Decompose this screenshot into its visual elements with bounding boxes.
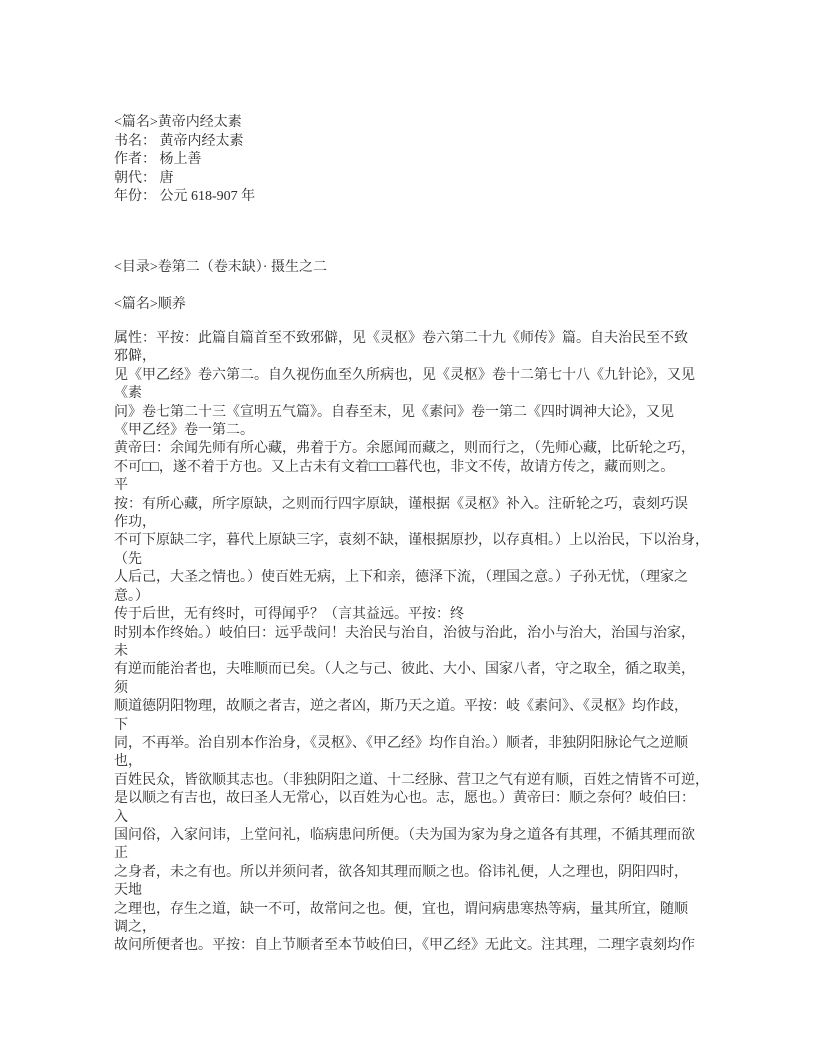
body-line: 国问俗，入家问讳，上堂问礼，临病患问所便。（夫为国为家为身之道各有其理，不循其理而欲 <box>114 827 695 843</box>
body-line: 有逆而能治者也，夫唯顺而已矣。（人之与己、彼此、大小、国家八者，守之取全，循之取美， <box>114 662 695 678</box>
header-line: 朝代： 唐 <box>114 170 174 186</box>
body-line: 黄帝曰：余闻先师有所心藏，弗着于方。余愿闻而藏之，则而行之，（先师心藏，比斫轮之巧， <box>114 441 695 457</box>
body-line: 天地 <box>114 883 142 899</box>
body-line: 平 <box>114 478 128 494</box>
body-line: 问》卷七第二十三《宣明五气篇》。自春至末，见《素问》卷一第二《四时调神大论》，又见 <box>114 404 674 420</box>
body-line: 顺道德阴阳物理，故顺之者吉，逆之者凶，斯乃天之道。平按：岐《素问》、《灵枢》均作歧， <box>114 699 688 715</box>
body-line: 邪僻， <box>114 349 156 365</box>
body-line: 人后己，大圣之情也。）使百姓无病，上下和亲，德泽下流，（理国之意。）子孙无忧，（理家之 <box>114 570 688 586</box>
body-line: 下 <box>114 717 128 733</box>
body-line: 是以顺之有吉也，故曰圣人无常心，以百姓为心也。志，愿也。）黄帝曰：顺之奈何？岐伯曰： <box>114 791 695 807</box>
body-line: 传于后世，无有终时，可得闻乎？（言其益远。平按：终 <box>114 607 464 623</box>
body-line: 属性：平按：此篇自篇首至不致邪僻，见《灵枢》卷六第二十九《师传》篇。自夫治民至不致 <box>114 331 688 346</box>
body-text <box>114 330 709 956</box>
body-line: 故问所便者也。平按：自上节顺者至本节岐伯曰，《甲乙经》无此文。注其理，二理字袁刻均作 <box>114 938 695 954</box>
body-line: 时别本作终始。）岐伯曰：远乎哉问！夫治民与治自，治彼与治此，治小与治大，治国与治家， <box>114 625 695 641</box>
header-line: 作者： 杨上善 <box>114 152 202 167</box>
body-line: 须 <box>114 680 128 696</box>
toc-line: <目录>卷第二（卷末缺）· 摄生之二 <box>114 260 327 275</box>
document-header <box>114 114 255 207</box>
body-line: 不可□□，遂不着于方也。又上古未有文着□□□暮代也，非文不传，故请方传之，藏而则之。 <box>114 459 675 475</box>
body-line: 未 <box>114 643 128 659</box>
section-title: <篇名>顺养 <box>114 297 186 312</box>
body-line: 正 <box>114 846 128 862</box>
body-line: 调之， <box>114 920 156 935</box>
body-line: 之身者，未之有也。所以并须问者，欲各知其理而顺之也。俗讳礼便，人之理也，阴阳四时， <box>114 864 688 880</box>
header-line: 书名： 黄帝内经太素 <box>114 133 244 149</box>
body-line: 意。） <box>114 588 149 604</box>
body-line: 《甲乙经》卷一第二。 <box>114 423 254 439</box>
header-line: 年份： 公元 618-907 年 <box>114 189 256 204</box>
body-line: 之理也，存生之道，缺一不可，故常问之也。便，宜也，谓问病患寒热等病，量其所宜，随顺 <box>114 901 688 917</box>
body-line: 同，不再举。治自别本作治身，《灵枢》、《甲乙经》均作自治。）顺者，非独阴阳脉论气之逆顺 <box>114 735 688 751</box>
body-line: 见《甲乙经》卷六第二。自久视伤血至久所病也，见《灵枢》卷十二第七十八《九针论》，又见 <box>114 367 695 383</box>
body-line: 不可下原缺二字，暮代上原缺三字，袁刻不缺，谨根据原抄，以存真相。）上以治民，下以治身， <box>114 533 709 549</box>
body-line: 入 <box>114 809 128 825</box>
body-line: 《素 <box>114 386 142 402</box>
header-line: <篇名>黄帝内经太素 <box>114 115 242 130</box>
body-line: 百姓民众，皆欲顺其志也。（非独阴阳之道、十二经脉、营卫之气有逆有顺，百姓之情皆不可逆， <box>114 772 709 788</box>
body-line: （先 <box>114 551 142 567</box>
body-line: 作功， <box>114 515 156 531</box>
body-line: 也， <box>114 754 142 770</box>
body-line: 按：有所心藏，所字原缺，之则而行四字原缺，谨根据《灵枢》补入。注斫轮之巧，袁刻巧误 <box>114 496 688 512</box>
